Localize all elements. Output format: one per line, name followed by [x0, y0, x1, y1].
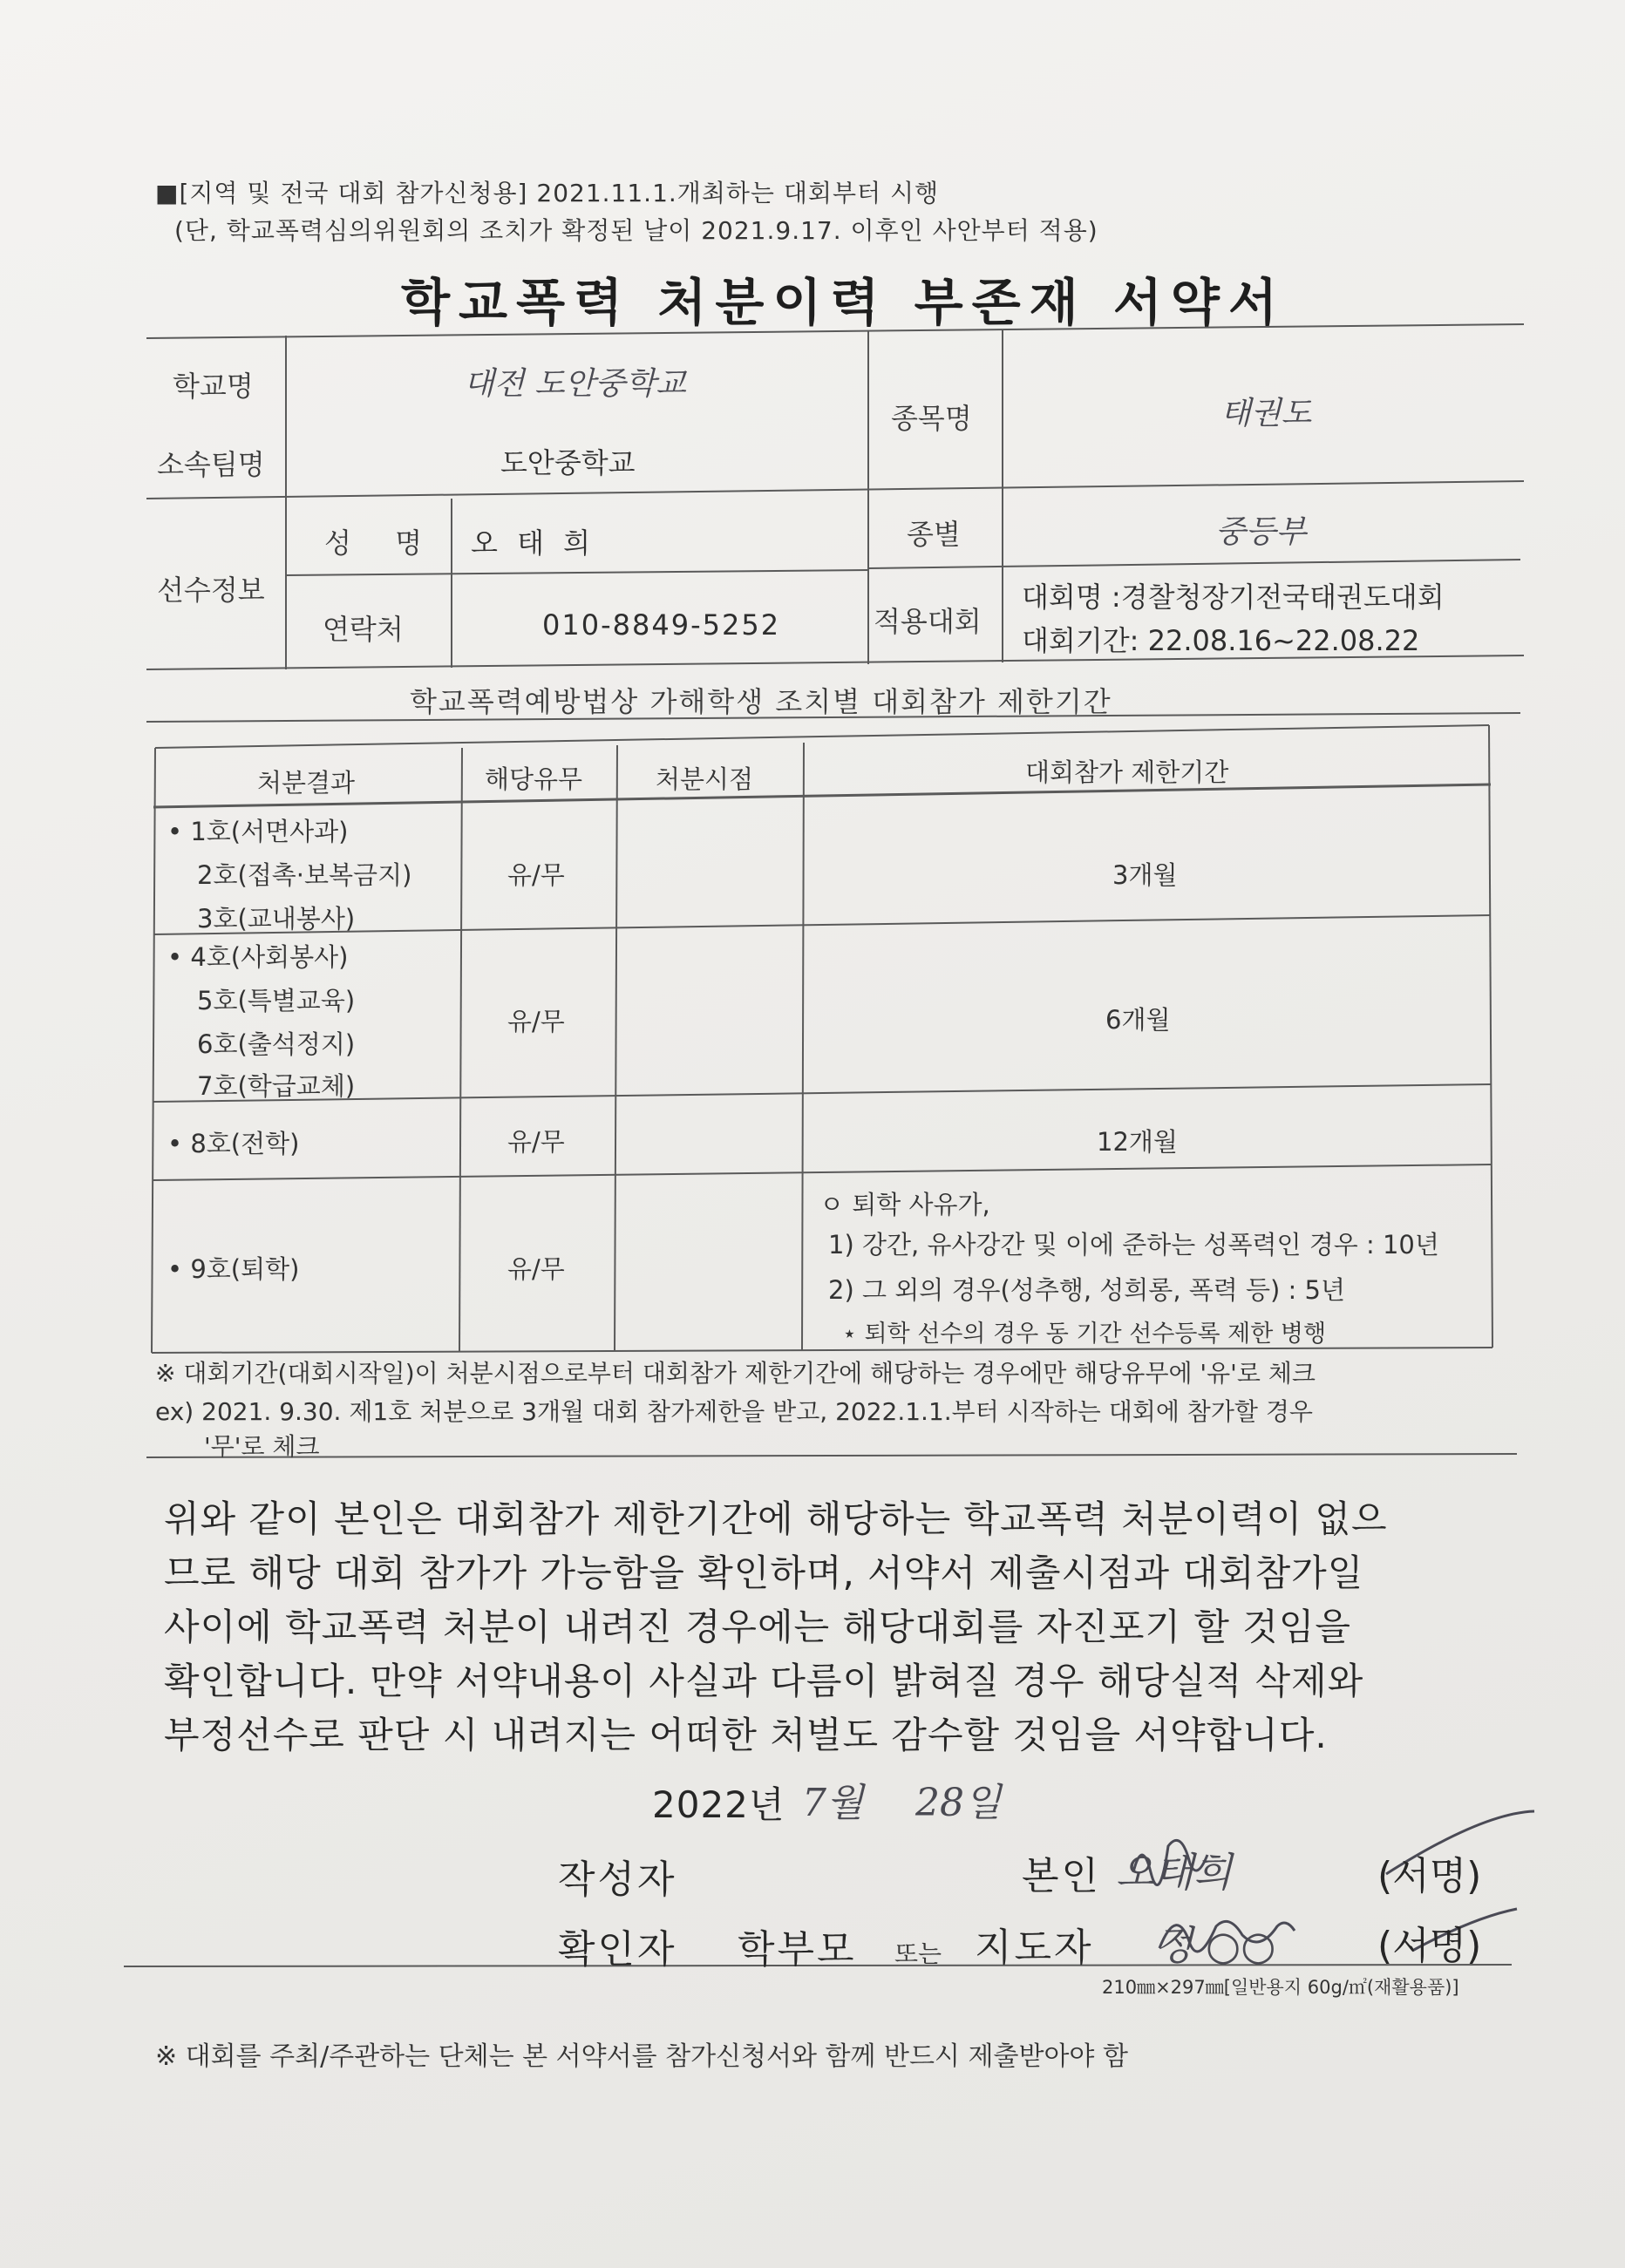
name-label: 성 명	[324, 526, 439, 560]
document-title: 학교폭력 처분이력 부존재 서약서	[401, 273, 1286, 332]
sign-mark-1: (서명)	[1377, 1854, 1482, 1898]
table-row-4-period-line-2: 1) 강간, 유사강간 및 이에 준하는 성폭력인 경우 : 10년	[828, 1230, 1439, 1260]
competition-name: 대회명 :경찰청장기전국태권도대회	[1022, 581, 1445, 614]
coach-label: 지도자	[975, 1925, 1094, 1970]
table-row-3-check: 유/무	[507, 1127, 565, 1157]
pledge-line-1: 위와 같이 본인은 대회참가 제한기간에 해당하는 학교폭력 처분이력이 없으	[164, 1497, 1388, 1540]
self-label: 본인	[1022, 1854, 1102, 1898]
header-applicable: 해당유무	[485, 764, 583, 794]
table-row-1-item-3: 3호(교내봉사)	[197, 904, 356, 934]
table-row-1-period: 3개월	[1112, 860, 1178, 890]
paper-spec: 210㎜×297㎜[일반용지 60g/㎡(재활용품)]	[1102, 1977, 1459, 1998]
table-row-2-item-3: 6호(출석정지)	[197, 1029, 356, 1059]
self-signature: 오태희	[1116, 1849, 1233, 1896]
name-value: 오 태 희	[471, 526, 596, 560]
header-disposition-result: 처분결과	[257, 768, 356, 798]
table-row-2-item-1: • 4호(사회봉사)	[167, 942, 349, 972]
table-row-2-check: 유/무	[507, 1007, 565, 1036]
contact-label: 연락처	[323, 613, 404, 646]
table-row-4-period-line-4: ⋆ 퇴학 선수의 경우 동 기간 선수등록 제한 병행	[842, 1321, 1327, 1348]
table-row-4-period-line-3: 2) 그 외의 경우(성추행, 성희롱, 폭력 등) : 5년	[828, 1275, 1346, 1305]
table-row-4-item-1: • 9호(퇴학)	[167, 1254, 300, 1284]
pledge-line-5: 부정선수로 판단 시 내려지는 어떠한 처벌도 감수할 것임을 서약합니다.	[164, 1714, 1328, 1756]
table-row-4-check: 유/무	[507, 1254, 565, 1284]
table-row-2-period: 6개월	[1105, 1005, 1171, 1035]
table-caption: 학교폭력예방법상 가해학생 조치별 대회참가 제한기간	[410, 685, 1112, 718]
header-line-1: ■[지역 및 전국 대회 참가신청용] 2021.11.1.개최하는 대회부터 시행	[155, 179, 940, 207]
table-row-1-item-2: 2호(접촉·보복금지)	[197, 860, 412, 890]
table-row-2-item-4: 7호(학급교체)	[197, 1071, 356, 1101]
contact-value: 010-8849-5252	[542, 608, 781, 642]
date-year: 2022년	[652, 1783, 785, 1826]
header-line-2: (단, 학교폭력심의위원회의 조치가 확정된 날이 2021.9.17. 이후인 사안부터 적용)	[174, 216, 1098, 245]
table-row-2-item-2: 5호(특별교육)	[197, 986, 356, 1015]
note-1: ※ 대회기간(대회시작일)이 처분시점으로부터 대회참가 제한기간에 해당하는 경우에만 해당유무에 '유'로 체크	[155, 1359, 1316, 1388]
table-row-4-period-line-1: ㅇ 퇴학 사유가,	[819, 1190, 990, 1219]
table-row-3-period: 12개월	[1097, 1127, 1178, 1157]
coach-signature: 정 ○○	[1154, 1922, 1276, 1969]
sport-label: 종목명	[891, 402, 972, 435]
date-day: 28일	[915, 1781, 1002, 1825]
confirmer-label: 확인자	[558, 1927, 677, 1972]
player-info-label: 선수정보	[157, 574, 265, 607]
pledge-line-4: 확인합니다. 만약 서약내용이 사실과 다름이 밝혀질 경우 해당실적 삭제와	[164, 1660, 1364, 1702]
competition-period: 대회기간: 22.08.16~22.08.22	[1022, 624, 1420, 657]
sign-mark-2: (서명)	[1377, 1924, 1482, 1968]
sport-value: 태권도	[1220, 396, 1312, 431]
or-label: 또는	[894, 1939, 942, 1968]
footer-note: ※ 대회를 주최/주관하는 단체는 본 서약서를 참가신청서와 함께 반드시 제출받아야 함	[155, 2041, 1128, 2072]
header-disposition-time: 처분시점	[656, 764, 754, 794]
writer-label: 작성자	[558, 1857, 677, 1902]
date-month: 7월	[802, 1781, 864, 1825]
team-value: 도안중학교	[500, 446, 636, 479]
school-value: 대전 도안중학교	[464, 366, 686, 402]
table-row-1-check: 유/무	[507, 860, 565, 890]
header-restriction-period: 대회참가 제한기간	[1025, 757, 1229, 787]
school-label: 학교명	[173, 370, 254, 403]
division-label: 종별	[907, 518, 961, 551]
division-value: 중등부	[1215, 514, 1307, 550]
note-3: '무'로 체크	[204, 1432, 320, 1461]
table-row-3-item-1: • 8호(전학)	[167, 1129, 300, 1158]
pledge-line-2: 므로 해당 대회 참가가 가능함을 확인하며, 서약서 제출시점과 대회참가일	[164, 1552, 1364, 1594]
competition-label: 적용대회	[874, 605, 982, 638]
parent-label: 학부모	[738, 1927, 857, 1972]
table-row-1-item-1: • 1호(서면사과)	[167, 817, 349, 846]
team-label: 소속팀명	[157, 448, 265, 481]
pledge-line-3: 사이에 학교폭력 처분이 내려진 경우에는 해당대회를 자진포기 할 것임을	[164, 1606, 1351, 1648]
note-2: ex) 2021. 9.30. 제1호 처분으로 3개월 대회 참가제한을 받고, 2022.1.1.부터 시작하는 대회에 참가할 경우	[155, 1397, 1313, 1426]
